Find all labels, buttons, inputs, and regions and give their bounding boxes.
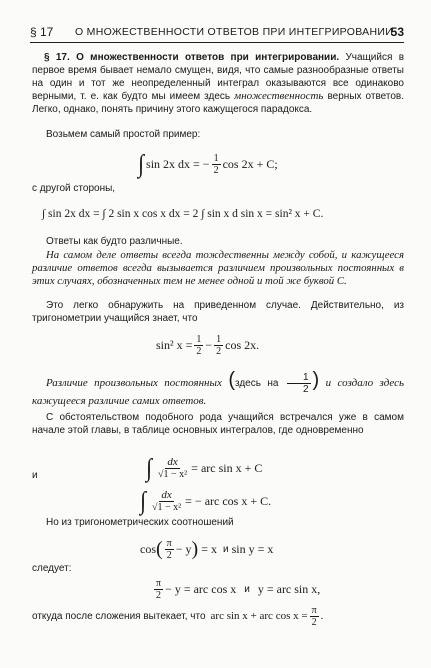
denominator: √1 − x²	[158, 469, 188, 481]
fraction	[214, 334, 223, 357]
conjunction-and: и	[244, 583, 250, 595]
intro-text-end: верных ответов. Легко, однако, понять причину этого кажущегося парадокса.	[32, 91, 405, 116]
denominator: 2	[216, 345, 222, 357]
running-header	[30, 22, 404, 43]
paragraph-relations: Но из тригонометрических соотношений	[46, 517, 234, 528]
formula-6-eq: = x	[201, 541, 217, 556]
denominator: 2	[156, 589, 162, 601]
formula-2: ∫ sin 2x dx = ∫ 2 sin x cos x dx = 2 ∫ sin x d sin x = sin² x + C.	[42, 208, 324, 220]
formula-1	[138, 146, 278, 182]
numerator: π	[156, 577, 162, 589]
paren-open: (	[156, 538, 163, 560]
fraction	[310, 605, 319, 628]
numerator: 1	[287, 372, 311, 384]
formula-7-b: y = arc sin x,	[257, 581, 321, 596]
paragraph-follows: следует:	[32, 563, 72, 574]
paragraph-intro	[32, 52, 404, 117]
formula-3-lhs: sin² x =	[156, 337, 193, 352]
formula-6-arg: − y	[175, 541, 192, 556]
formula-7-a: − y = arc cos x	[165, 581, 237, 596]
formula-3	[156, 330, 259, 360]
paren-close: )	[312, 369, 320, 391]
minus: −	[205, 337, 213, 352]
formula-5-tail: = − arc cos x + C.	[185, 493, 272, 508]
paragraph-answers: Ответы как будто различные.	[46, 236, 183, 247]
paragraph-difference	[32, 370, 404, 409]
paragraph-table: С обстоятельством подобного рода учащийся встречался уже в самом начале этой главы, в таблице основных интегралов, где одновременно	[32, 412, 404, 436]
numerator: 1	[213, 152, 219, 164]
paragraph-identity: На самом деле ответы всегда тождественны между собой, и кажущееся различие ответов всегда вызывается различием произвольных постоянных в этих случаях, обозначенных тем не менее одной и той же буквой C.	[32, 249, 404, 287]
numerator: π	[166, 537, 172, 549]
final-line	[32, 602, 323, 630]
formula-7	[152, 574, 320, 604]
fraction	[212, 153, 221, 176]
denominator: √1 − x²	[152, 502, 182, 514]
formula-3-tail: cos 2x.	[225, 337, 260, 352]
fraction	[150, 489, 183, 514]
fraction	[154, 578, 163, 601]
header-section: § 17	[30, 25, 54, 39]
paragraph-example: Возьмем самый простой пример:	[46, 129, 201, 140]
fraction	[287, 372, 311, 395]
denominator: 2	[213, 164, 219, 176]
header-title: О МНОЖЕСТВЕННОСТИ ОТВЕТОВ ПРИ ИНТЕГРИРОВАНИИ	[75, 26, 394, 38]
formula-4	[146, 450, 262, 486]
integral-sign: ∫	[138, 149, 145, 178]
page-number: 53	[390, 25, 404, 39]
denominator: 2	[196, 345, 202, 357]
paragraph-other-side: с другой стороны,	[32, 183, 116, 194]
formula-6	[140, 534, 273, 564]
section-heading: § 17. О множественности ответов при интегрировании.	[44, 52, 340, 63]
formula-1-tail: cos 2x + C;	[222, 156, 278, 171]
numerator: dx	[167, 455, 178, 468]
formula-4-tail: = arc sin x + C	[191, 460, 263, 475]
difference-text-end: и создало здесь кажущееся различие самих ответов.	[32, 377, 405, 407]
formula-6-sin: sin y = x	[231, 541, 274, 556]
formula-1-expr: sin 2x dx = −	[146, 156, 210, 171]
intro-text: Учащийся в первое время бывает немало смущен, видя, что самые разнообразные ответы на один и тот же неопределенный интеграл оказываются все одинаково верными, т. е. как будто мы имеем здесь	[32, 52, 405, 103]
final-period: .	[320, 610, 324, 622]
formula-5	[140, 482, 271, 520]
numerator: dx	[161, 488, 172, 501]
numerator: π	[311, 604, 317, 616]
difference-note: здесь на	[234, 378, 279, 389]
numerator: 1	[196, 333, 202, 345]
integral-sign: ∫	[146, 453, 153, 482]
fraction	[194, 334, 203, 357]
denominator: 2	[302, 383, 309, 395]
numerator: 1	[216, 333, 222, 345]
final-text: откуда после сложения вытекает, что	[32, 610, 206, 622]
denominator: 2	[311, 616, 317, 628]
denominator: 2	[166, 549, 172, 561]
fraction	[165, 538, 174, 561]
paren-open: (	[228, 369, 235, 391]
fraction	[156, 456, 189, 481]
intro-emphasis: множественность	[234, 90, 324, 103]
cos: cos	[140, 541, 156, 556]
paragraph-trig: Это легко обнаружить на приведенном случае. Действительно, из тригонометрии учащийся знает, что	[32, 300, 404, 324]
conjunction-and: и	[222, 543, 229, 555]
difference-text: Различие произвольных постоянных	[46, 377, 222, 389]
conjunction-and: и	[32, 470, 38, 481]
final-expr: arc sin x + arc cos x =	[210, 610, 308, 622]
integral-sign: ∫	[140, 486, 147, 515]
paren-close: )	[191, 538, 199, 560]
